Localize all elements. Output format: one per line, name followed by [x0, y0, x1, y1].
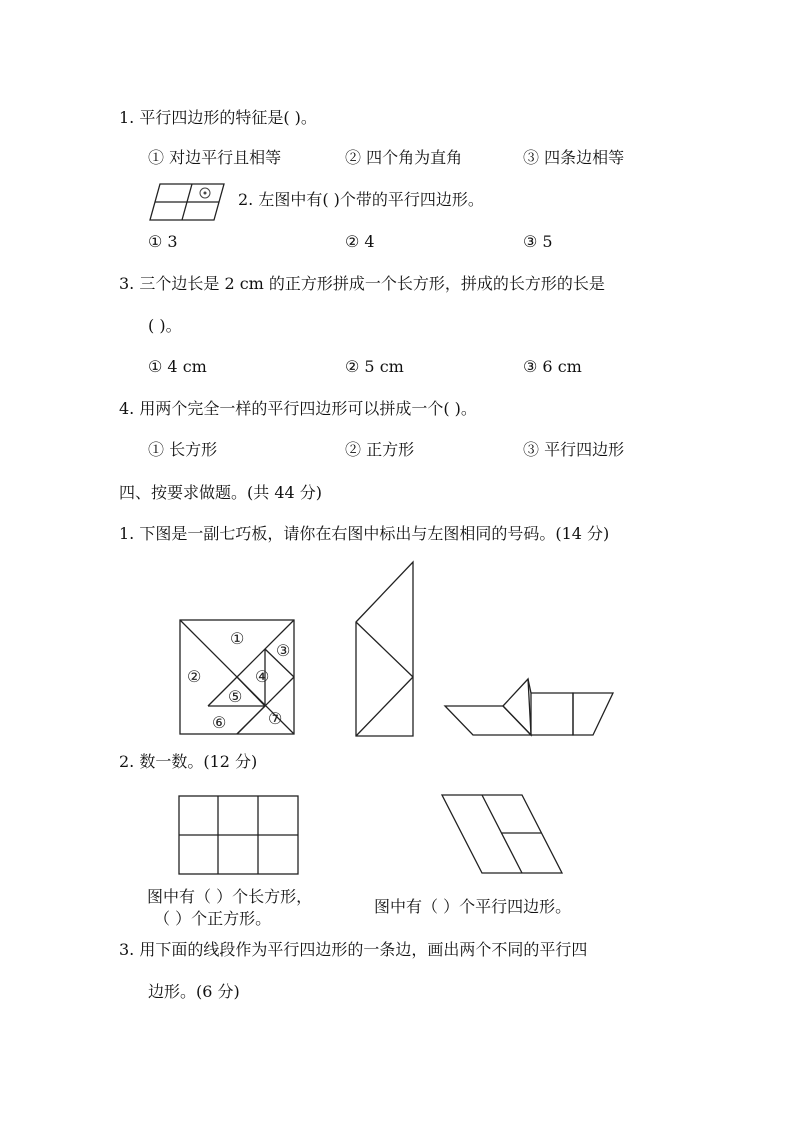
section-4-heading: 四、按要求做题。(共 44 分): [119, 483, 323, 502]
q1-option-1: ① 对边平行且相等: [148, 148, 282, 167]
q3-option-3: ③ 6 cm: [523, 357, 582, 376]
q4-option-1: ① 长方形: [148, 440, 218, 459]
tangram-label-7: ⑦: [268, 709, 283, 728]
s4-problem-3-text: 3. 用下面的线段作为平行四边形的一条边，画出两个不同的平行四: [119, 940, 588, 959]
q1-stem: 1. 平行四边形的特征是( )。: [119, 108, 317, 127]
q2-option-3: ③ 5: [523, 232, 553, 251]
q2-stem: 2. 左图中有( )个带的平行四边形。: [238, 190, 484, 209]
tangram-tall-figure: [354, 560, 424, 740]
q3-stem: 3. 三个边长是 2 cm 的正方形拼成一个长方形，拼成的长方形的长是: [119, 274, 605, 293]
q3-stem-continued: ( )。: [148, 316, 182, 335]
tangram-label-3: ③: [276, 641, 291, 660]
tangram-label-5: ⑤: [228, 687, 243, 706]
q3-option-2: ② 5 cm: [345, 357, 404, 376]
tangram-square-figure: [178, 618, 298, 738]
tangram-label-4: ④: [255, 667, 270, 686]
count-caption-parallelograms: 图中有（ ）个平行四边形。: [374, 897, 572, 916]
q2-parallelogram-grid-figure: [148, 182, 228, 222]
q1-option-3: ③ 四条边相等: [523, 148, 625, 167]
count-caption-squares: （ ）个正方形。: [154, 909, 272, 928]
q2-option-1: ① 3: [148, 232, 178, 251]
rectangle-grid-figure: [177, 794, 301, 876]
q4-option-3: ③ 平行四边形: [523, 440, 625, 459]
q2-option-2: ② 4: [345, 232, 375, 251]
s4-problem-2-text: 2. 数一数。(12 分): [119, 752, 258, 771]
count-caption-rectangles: 图中有（ ）个长方形，: [147, 887, 313, 906]
tangram-label-6: ⑥: [212, 713, 227, 732]
q4-stem: 4. 用两个完全一样的平行四边形可以拼成一个( )。: [119, 399, 477, 418]
tangram-boat-figure: [443, 677, 618, 737]
s4-problem-3-text-continued: 边形。(6 分): [148, 982, 240, 1001]
q4-option-2: ② 正方形: [345, 440, 415, 459]
parallelogram-grid-figure: [440, 793, 566, 875]
q3-option-1: ① 4 cm: [148, 357, 207, 376]
s4-problem-1-text: 1. 下图是一副七巧板，请你在右图中标出与左图相同的号码。(14 分): [119, 524, 610, 543]
tangram-label-2: ②: [187, 667, 202, 686]
tangram-label-1: ①: [230, 629, 245, 648]
q1-option-2: ② 四个角为直角: [345, 148, 463, 167]
